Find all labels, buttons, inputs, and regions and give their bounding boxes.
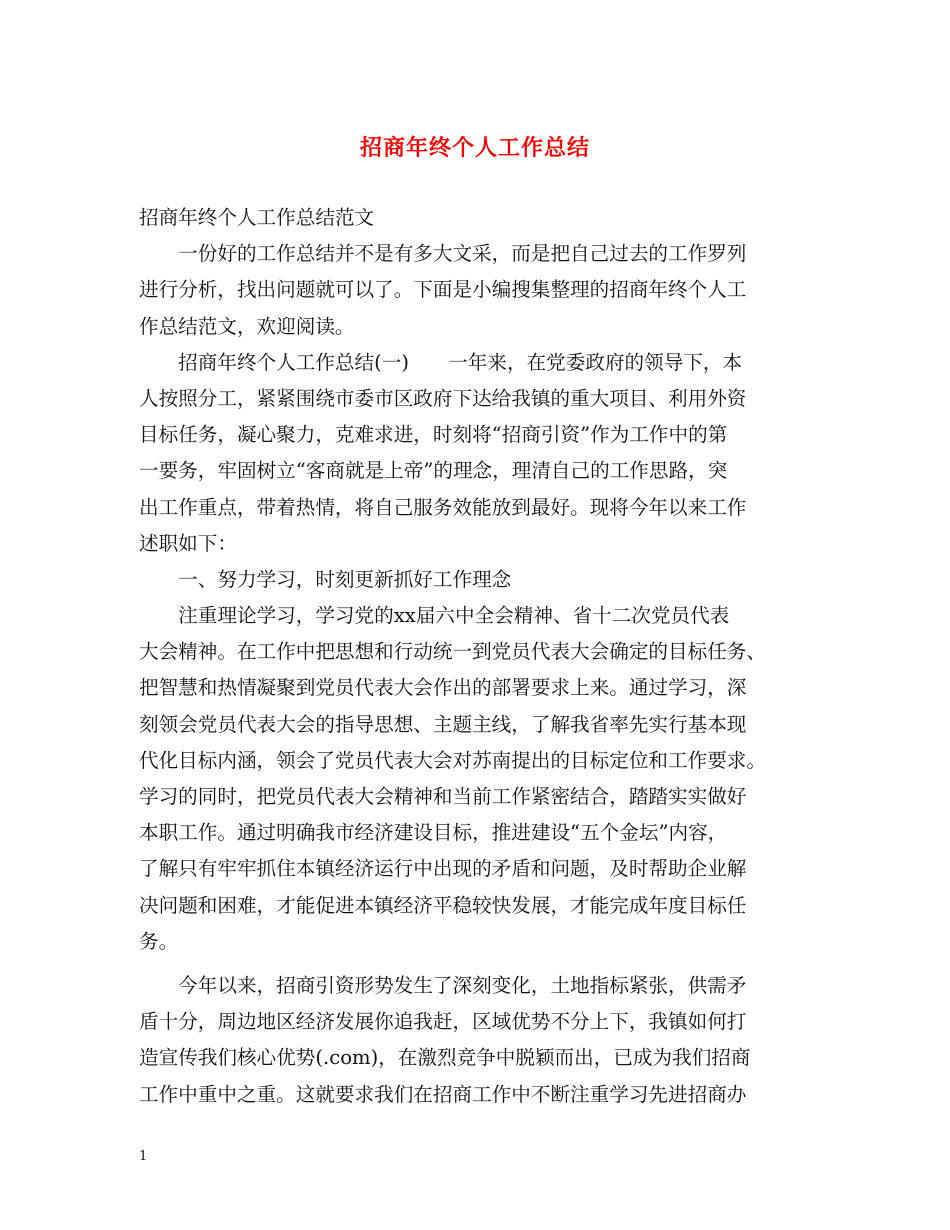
body-line: 出工作重点，带着热情，将自己服务效能放到最好。现将今年以来工作: [139, 495, 747, 519]
body-line: 决问题和困难，才能促进本镇经济平稳较快发展，才能完成年度目标任: [139, 893, 747, 917]
section-heading: 一、努力学习，时刻更新抓好工作理念: [139, 567, 512, 591]
body-line: 学习的同时，把党员代表大会精神和当前工作紧密结合，踏踏实实做好: [139, 785, 747, 808]
body-line: 了解只有牢牢抓住本镇经济运行中出现的矛盾和问题，及时帮助企业解: [139, 857, 747, 881]
body-line: 一要务，牢固树立“客商就是上帝”的理念，理清自己的工作思路，突: [139, 459, 728, 483]
body-line: 务。: [139, 929, 179, 953]
body-line: 注重理论学习，学习党的xx届六中全会精神、省十二次党员代表: [139, 604, 730, 628]
body-line: 述职如下：: [139, 531, 237, 555]
body-line: 工作中重中之重。这就要求我们在招商工作中不断注重学习先进招商办: [139, 1082, 747, 1106]
body-line: 盾十分，周边地区经济发展你追我赶，区域优势不分上下，我镇如何打: [139, 1010, 747, 1034]
page-number: 1: [139, 1149, 148, 1164]
body-line: 把智慧和热情凝聚到党员代表大会作出的部署要求上来。通过学习，深: [139, 676, 747, 700]
document-body: [139, 200, 829, 1113]
body-line: 目标任务，凝心聚力，克难求进，时刻将“招商引资”作为工作中的第: [139, 423, 728, 447]
paragraph-gap: [139, 960, 829, 968]
body-line: 造宣传我们核心优势(.com)，在激烈竞争中脱颖而出，已成为我们招商: [139, 1046, 751, 1070]
body-line: 代化目标内涵，领会了党员代表大会对苏南提出的目标定位和工作要求。: [139, 748, 766, 772]
body-line: 作总结范文，欢迎阅读。: [139, 314, 355, 338]
body-line: 刻领会党员代表大会的指导思想、主题主线，了解我省率先实行基本现: [139, 712, 747, 736]
body-line: 招商年终个人工作总结(一) 一年来，在党委政府的领导下，本: [139, 350, 743, 374]
body-line: 本职工作。通过明确我市经济建设目标，推进建设“五个金坛”内容，: [139, 821, 728, 845]
body-line: 今年以来，招商引资形势发生了深刻变化，土地指标紧张，供需矛: [139, 973, 747, 997]
body-line: 招商年终个人工作总结范文: [139, 206, 375, 229]
body-line: 进行分析，找出问题就可以了。下面是小编搜集整理的招商年终个人工: [139, 278, 747, 302]
body-line: 一份好的工作总结并不是有多大文采，而是把自己过去的工作罗列: [139, 242, 747, 266]
body-line: 人按照分工，紧紧围绕市委市区政府下达给我镇的重大项目、利用外资: [139, 386, 747, 410]
body-line: 大会精神。在工作中把思想和行动统一到党员代表大会确定的目标任务、: [139, 640, 766, 664]
document-title: 招商年终个人工作总结: [359, 135, 590, 161]
